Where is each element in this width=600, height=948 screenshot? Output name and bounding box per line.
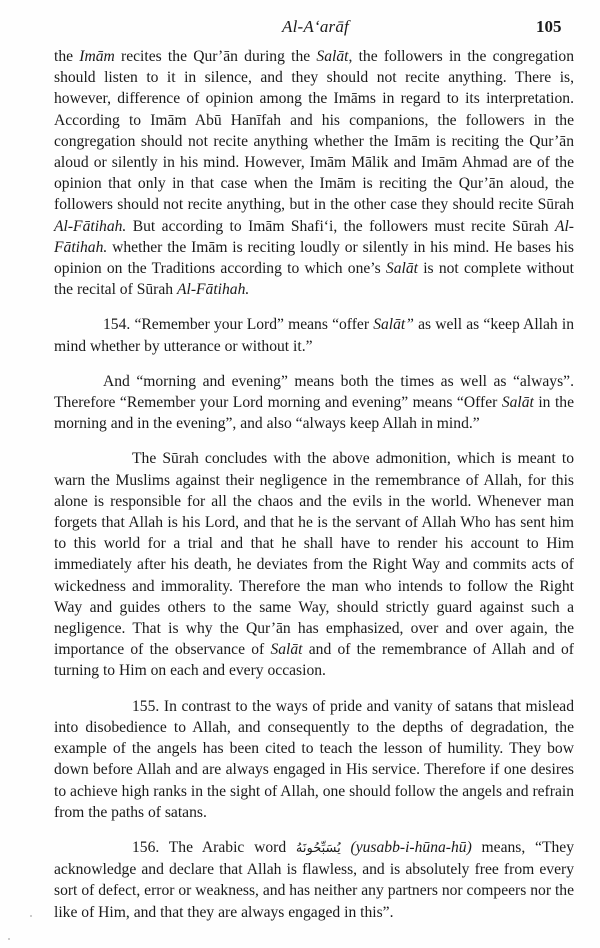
italic-term: Salāt” xyxy=(373,316,414,334)
paragraph-note-154-b xyxy=(54,371,574,435)
italic-term: Al-Fātihah. xyxy=(54,217,574,256)
text-run: recites the Qur’ān during the xyxy=(114,48,317,65)
text-run: And “morning and evening” means both the times as well as “always”. Therefore “Remember your Lord morning and evening” means “Offer xyxy=(54,372,574,412)
italic-term: Al-Fātihah. xyxy=(176,281,250,299)
text-run: means, “They acknowledge and declare that Allah is flawless, and is absolutely free from every sort of defect, error or weakness, and has neither any partners nor compeers nor the like of Him, and that they are always engaged in this”. xyxy=(54,838,574,921)
running-title: Al-A‘arāf xyxy=(282,17,349,36)
paragraph-continuation xyxy=(54,46,574,300)
text-run: 156. The Arabic word xyxy=(132,838,296,856)
italic-term: Imām xyxy=(79,48,115,65)
text-run: 154. “Remember your Lord” means “offer xyxy=(103,316,374,334)
running-head xyxy=(0,14,600,38)
text-run: is not complete without the recital of Sūrah xyxy=(54,260,574,299)
text-run: But according to Imām Shafi‘i, the followers must recite Sūrah xyxy=(126,217,555,235)
italic-term: Salāt xyxy=(501,394,534,412)
text-run: in the morning and in the evening”, and also “always keep Allah in mind.” xyxy=(54,394,574,433)
arabic-word: يُسَبِّحُونَهُ xyxy=(295,840,341,856)
text-run: The Sūrah concludes with the above admonition, which is meant to warn the Muslims against their negligence in the remembrance of Allah, for this alone is responsible for all the chaos and the evils in the world. Whenever man forgets that Allah is his Lord, and that he is the servant of Allah Who has sent him to this world for a trial and that he shall have to render his account to Him immediately after his death, he deviates from the Right Way and commits acts of wickedness and immorality. Therefore the man who intends to follow the Right Way and guides others to the same Way, should strictly guard against such a negligence. That is why the Qur’ān has emphasized, over and over again, the importance of the observance of xyxy=(54,450,574,659)
scan-speck xyxy=(30,915,32,917)
paragraph-note-155 xyxy=(54,696,574,823)
body-text xyxy=(54,46,574,923)
paragraph-surah-conclusion xyxy=(54,448,574,681)
text-run: 155. In contrast to the ways of pride and vanity of satans that mislead into disobedience to Allah, and consequently to the depths of degradation, the example of the angels has been cited to teach the lesson of humility. They bow down before Allah and are always engaged in His service. Therefore if one desires to achieve high ranks in the sight of Allah, one should follow the angels and refrain from the paths of satans. xyxy=(54,697,574,821)
page-number: 105 xyxy=(536,17,562,36)
scan-speck xyxy=(8,938,10,940)
text-run xyxy=(341,839,351,856)
text-run: the xyxy=(54,48,80,65)
paragraph-note-154 xyxy=(54,314,574,356)
text-run: and of the remembrance of Allah and of turning to Him on each and every occasion. xyxy=(54,641,574,680)
text-run: whether the Imām is reciting loudly or silently in his mind. He bases his opinion on the Traditions according to which one’s xyxy=(54,238,574,278)
italic-term: Salāt xyxy=(316,48,349,65)
paragraph-note-156 xyxy=(54,837,574,923)
italic-term: Salāt xyxy=(385,260,418,278)
italic-term: Al-Fātihah. xyxy=(54,217,127,235)
text-run: , the followers in the congregation should listen to it in silence, and they should not recite anything. There is, however, difference of opinion among the Imāms in regard to its interpretation. According to Imām Abū Hanīfah and his companions, the followers in the congregation should not recite anything whether the Imām is reciting the Qur’ān aloud or silently in his mind. However, Imām Mālik and Imām Ahmad are of the opinion that only in that case when the Imām is reciting the Qur’ān aloud, the followers should not recite anything, but in the other case they should recite Sūrah xyxy=(54,48,574,214)
italic-term: Salāt xyxy=(270,641,303,659)
italic-term: (yusabb-i-hūna-hū) xyxy=(350,838,472,856)
text-run: as well as “keep Allah in mind whether by utterance or without it.” xyxy=(54,316,574,355)
